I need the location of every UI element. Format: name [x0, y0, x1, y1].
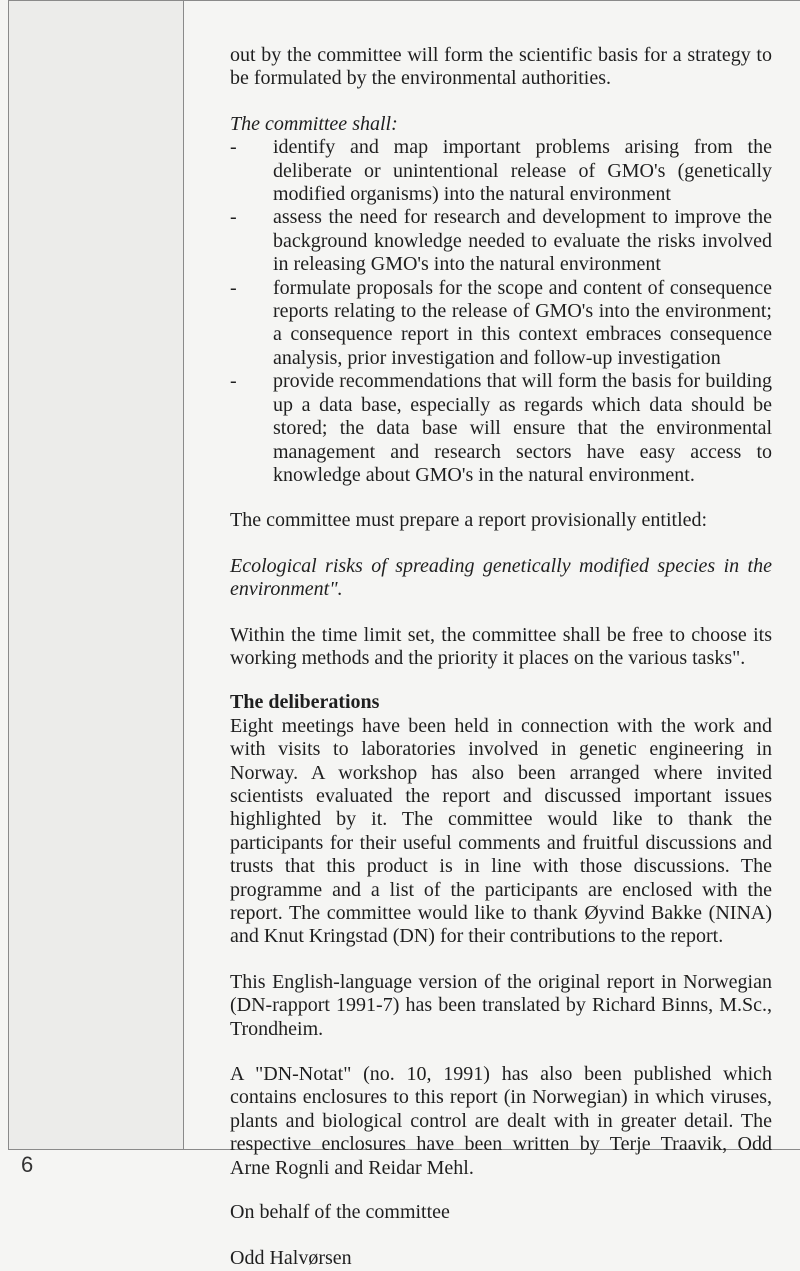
task-text: provide recommendations that will form the basis for building up a data base, especially as regards which data should be stored; the data base will ensure that the environmental management and research sectors have easy access to knowledge about GMO's in the natural environment. — [273, 370, 772, 486]
page-number: 6 — [21, 1152, 34, 1177]
task-item — [230, 136, 772, 206]
task-text: assess the need for research and development to improve the background knowledge needed to evaluate the risks involved in releasing GMO's into the natural environment — [273, 206, 772, 276]
closing-line: On behalf of the committee — [230, 1201, 450, 1224]
task-item — [230, 206, 772, 276]
document-body — [230, 44, 772, 1271]
dash-bullet: - — [230, 370, 237, 393]
dash-bullet: - — [230, 276, 237, 299]
dash-bullet: - — [230, 136, 237, 159]
signature: Odd Halvørsen — [230, 1247, 352, 1270]
task-list — [230, 136, 772, 487]
deliberations-heading: The deliberations — [230, 691, 380, 714]
intro-paragraph: out by the committee will form the scientific basis for a strategy to be formulated by the environmental authorities. — [230, 44, 772, 90]
task-text: formulate proposals for the scope and content of consequence reports relating to the release of GMO's into the environment; a consequence report in this context embraces consequence analysis, prior investigation and follow-up investigation — [273, 276, 772, 369]
report-title: Ecological risks of spreading genetically modified species in the environment". — [230, 554, 772, 601]
task-item — [230, 277, 772, 371]
dash-bullet: - — [230, 206, 237, 229]
left-margin-column — [9, 1, 184, 1149]
task-item — [230, 370, 772, 487]
working-methods-paragraph: Within the time limit set, the committee shall be free to choose its working methods and the priority it places on the various tasks". — [230, 623, 772, 669]
translation-paragraph: This English-language version of the original report in Norwegian (DN-rapport 1991-7) has been translated by Richard Binns, M.Sc., Trondheim. — [230, 970, 772, 1040]
task-text: identify and map important problems arising from the deliberate or unintentional release of GMO's (genetically modified organisms) into the natural environment — [273, 136, 772, 206]
dn-notat-paragraph: A "DN-Notat" (no. 10, 1991) has also been published which contains enclosures to this report (in Norwegian) in which viruses, plants and biological control are dealt with in greater detail. The respective enclosures have been written by Terje Traavik, Odd Arne Rognli and Reidar Mehl. — [230, 1063, 772, 1179]
committee-shall-label: The committee shall: — [230, 112, 398, 135]
report-intro: The committee must prepare a report provisionally entitled: — [230, 509, 708, 532]
deliberations-paragraph: Eight meetings have been held in connection with the work and with visits to laboratories involved in genetic engineering in Norway. A workshop has also been arranged where invited scientists evaluated the report and discussed important issues highlighted by it. The committee would like to thank the participants for their useful comments and fruitful discussions and trusts that this product is in line with those discussions. The programme and a list of the participants are enclosed with the report. The committee would like to thank Øyvind Bakke (NINA) and Knut Kringstad (DN) for their contributions to the report. — [230, 714, 772, 948]
